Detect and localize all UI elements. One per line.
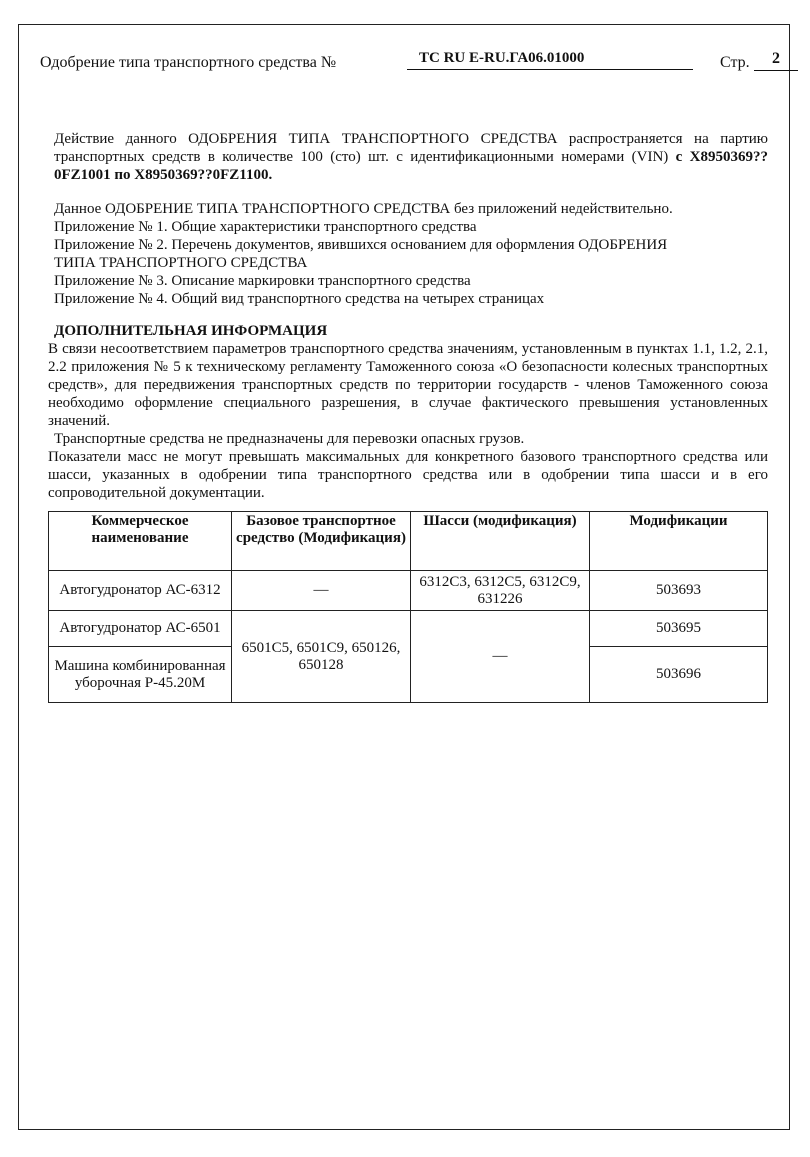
cell-name: Автогудронатор АС-6312 bbox=[49, 571, 232, 611]
appendix-2: Приложение № 2. Перечень документов, явившихся основанием для оформления ОДОБРЕНИЯ bbox=[54, 237, 668, 253]
scope-paragraph bbox=[54, 130, 768, 184]
header-chassis: Шасси (модификация) bbox=[411, 512, 590, 571]
cell-name: Машина комбинированная уборочная Р-45.20М bbox=[49, 647, 232, 703]
cell-name: Автогудронатор АС-6501 bbox=[49, 611, 232, 647]
additional-info-paragraph-1: В связи несоответствием параметров транспортного средства значениям, установленным в пунктах 1.1, 1.2, 2.1, 2.2 приложения № 5 к техническому регламенту Таможенного союза «О безопасности колесных транспортных средств», для передвижения транспортных средств по территории государств - членов Таможенного союза необходимо оформление специального разрешения, в случае фактического превышения установленных значений. bbox=[48, 341, 768, 429]
cell-base: — bbox=[232, 571, 411, 611]
appendix-1: Приложение № 1. Общие характеристики транспортного средства bbox=[54, 219, 477, 235]
vin-range: с X8950369??0FZ1001 по X8950369??0FZ1100. bbox=[54, 149, 768, 183]
document-header bbox=[40, 50, 780, 76]
header-base-vehicle: Базовое транспортное средство (Модификация) bbox=[232, 512, 411, 571]
table-row bbox=[49, 611, 768, 647]
header-modifications: Модификации bbox=[590, 512, 768, 571]
table-row bbox=[49, 571, 768, 611]
page-number: 2 bbox=[754, 50, 798, 71]
cell-mod: 503695 bbox=[590, 611, 768, 647]
modifications-table bbox=[48, 511, 768, 703]
appendix-4: Приложение № 4. Общий вид транспортного средства на четырех страницах bbox=[54, 291, 545, 307]
cell-chassis: 6312С3, 6312С5, 6312С9, 631226 bbox=[411, 571, 590, 611]
additional-info-paragraph-3: Показатели масс не могут превышать максимальных для конкретного базового транспортного средства или шасси, указанных в одобрении типа транспортного средства или в одобрении типа шасси и в его сопроводительной документации. bbox=[48, 449, 768, 501]
cell-chassis-shared: — bbox=[411, 611, 590, 703]
additional-info-title: ДОПОЛНИТЕЛЬНАЯ ИНФОРМАЦИЯ bbox=[54, 323, 328, 339]
table-header-row bbox=[49, 512, 768, 571]
validity-note: Данное ОДОБРЕНИЕ ТИПА ТРАНСПОРТНОГО СРЕДСТВА без приложений недействительно. bbox=[54, 201, 673, 217]
cell-mod: 503696 bbox=[590, 647, 768, 703]
approval-number: ТС RU E-RU.ГА06.01000 bbox=[407, 50, 693, 70]
cell-mod: 503693 bbox=[590, 571, 768, 611]
scope-text: Действие данного ОДОБРЕНИЯ ТИПА ТРАНСПОРТНОГО СРЕДСТВА распространяется на партию транспортных средств в количестве 100 (сто) шт. с идентификационными номерами (VIN) bbox=[54, 131, 768, 165]
page-label: Стр. bbox=[720, 54, 750, 71]
approval-label: Одобрение типа транспортного средства № bbox=[40, 54, 337, 71]
appendix-3: Приложение № 3. Описание маркировки транспортного средства bbox=[54, 273, 471, 289]
cell-base-shared: 6501С5, 6501С9, 650126, 650128 bbox=[232, 611, 411, 703]
additional-info-paragraph-2: Транспортные средства не предназначены для перевозки опасных грузов. bbox=[54, 431, 525, 447]
header-commercial-name: Коммерческое наименование bbox=[49, 512, 232, 571]
appendix-2-continued: ТИПА ТРАНСПОРТНОГО СРЕДСТВА bbox=[54, 255, 308, 271]
document-body bbox=[48, 130, 768, 502]
